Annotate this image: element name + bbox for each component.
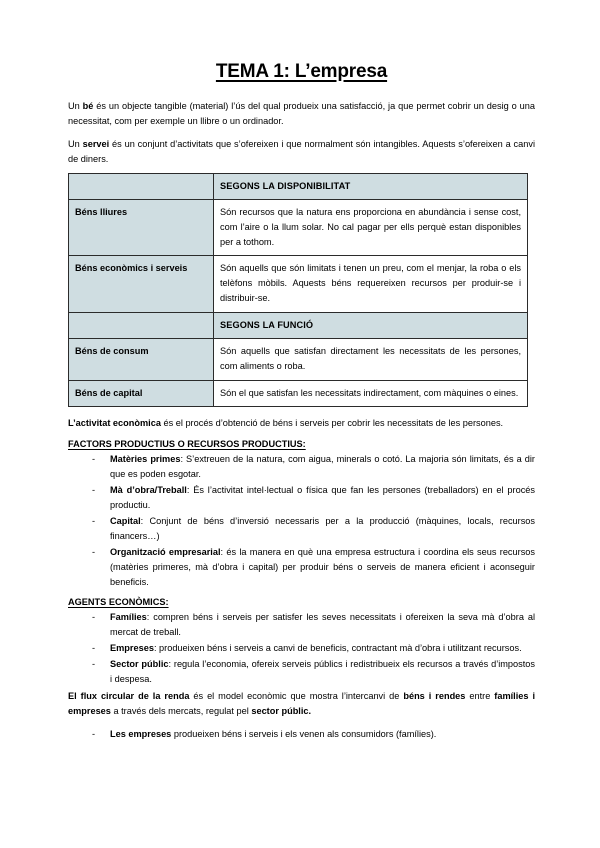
table-row bbox=[69, 380, 528, 407]
page-title bbox=[68, 62, 535, 83]
table-row bbox=[69, 312, 528, 339]
goods-table-body bbox=[69, 173, 528, 407]
paragraph-be: Un bé és un objecte tangible (material) l’ús del qual produeix una satisfacció, ja que permet cobrir un desig o una necessitat, com per exemple un llibre o un ordinador. bbox=[68, 100, 535, 126]
paragraph-flux-circular: El flux circular de la renda és el model econòmic que mostra l’intercanvi de béns i rendes entre famílies i empreses a través dels mercats, regulat pel sector públic. bbox=[68, 691, 536, 716]
list-item: - Mà d’obra/Treball: És l’activitat intel·lectual o física que fan les persones (treballadors) en el procés productiu. bbox=[68, 483, 535, 513]
agents-economics-list bbox=[68, 610, 535, 687]
list-item: - Empreses: produeixen béns i serveis a canvi de beneficis, contractant mà d’obra i utilitzant recursos. bbox=[68, 641, 535, 656]
list-item: - Les empreses produeixen béns i serveis i els venen als consumidors (famílies). bbox=[68, 727, 535, 742]
table-row bbox=[69, 339, 528, 380]
section-heading-text: FACTORS PRODUCTIUS O RECURSOS PRODUCTIUS: bbox=[68, 439, 306, 450]
table-cell-left: Béns de consum bbox=[69, 339, 214, 380]
table-row bbox=[69, 200, 528, 256]
table-cell-left bbox=[69, 173, 214, 200]
paragraph-servei: Un servei és un conjunt d’activitats que s’ofereixen i que normalment són intangibles. Aquests s’ofereixen a canvi de diners. bbox=[68, 138, 535, 164]
list-item: - Sector públic: regula l’economia, ofereix serveis públics i redistribueix els recursos a través d’impostos i despesa. bbox=[68, 657, 535, 687]
list-item: - Matèries primes: S’extreuen de la natura, com aigua, minerals o cotó. La majoria són limitats, és a dir que es poden esgotar. bbox=[68, 452, 535, 482]
table-cell-left: Béns lliures bbox=[69, 200, 214, 256]
table-row bbox=[69, 256, 528, 312]
table-cell-right: Són aquells que satisfan directament les necessitats de les persones, com aliments o roba. bbox=[214, 339, 528, 380]
table-cell-right: Són el que satisfan les necessitats indirectament, com màquines o eines. bbox=[214, 380, 528, 407]
table-row bbox=[69, 173, 528, 200]
table-cell-right: SEGONS LA DISPONIBILITAT bbox=[214, 173, 528, 200]
table-cell-right: SEGONS LA FUNCIÓ bbox=[214, 312, 528, 339]
table-cell-right: Són aquells que són limitats i tenen un preu, com el menjar, la roba o els telèfons mòbils. Aquests béns requereixen recursos per produir-se i distribuir-se. bbox=[214, 256, 528, 312]
section-heading-text: AGENTS ECONÒMICS: bbox=[68, 597, 169, 608]
list-item: - Organització empresarial: és la manera en què una empresa estructura i coordina els seus recursos (matèries primeres, mà d’obra i capital) per produir béns o serveis de manera eficient i aconseguir beneficis. bbox=[68, 545, 535, 590]
page-title-text: TEMA 1: L’empresa bbox=[215, 61, 388, 82]
goods-classification-table bbox=[68, 173, 528, 408]
list-item: - Famílies: compren béns i serveis per satisfer les seves necessitats i ofereixen la seva mà d’obra al mercat de treball. bbox=[68, 610, 535, 640]
flux-circular-list bbox=[68, 727, 535, 742]
table-cell-left: Béns de capital bbox=[69, 380, 214, 407]
section-heading-factors-productius bbox=[68, 439, 535, 449]
table-cell-left: Béns econòmics i serveis bbox=[69, 256, 214, 312]
factors-productius-list bbox=[68, 452, 535, 589]
list-item: - Capital: Conjunt de béns d’inversió necessaris per a la producció (màquines, locals, recursos financers…) bbox=[68, 514, 535, 544]
table-cell-left bbox=[69, 312, 214, 339]
paragraph-activitat-economica: L’activitat econòmica és el procés d’obtenció de béns i serveis per cobrir les necessitats de les persones. bbox=[68, 418, 504, 429]
table-cell-right: Són recursos que la natura ens proporciona en abundància i sense cost, com l’aire o la llum solar. No cal pagar per ells perquè estan disponibles per a tothom. bbox=[214, 200, 528, 256]
section-heading-agents-economics bbox=[68, 597, 535, 607]
